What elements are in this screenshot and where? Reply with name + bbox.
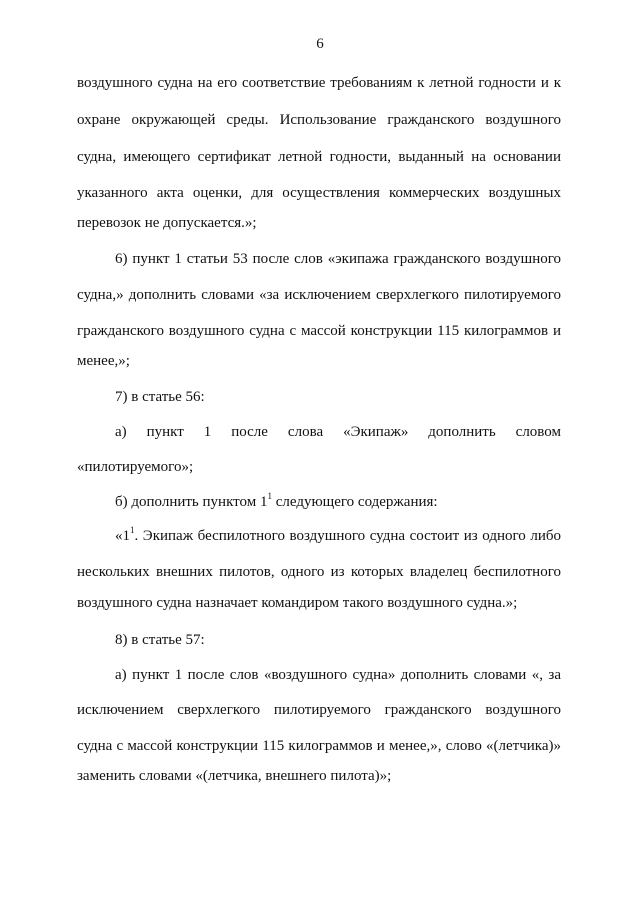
superscript: 1 xyxy=(267,491,272,501)
text-line: судна, имеющего сертификат летной годности, выданный на основании xyxy=(77,149,561,165)
text-line: перевозок не допускается.»; xyxy=(77,215,257,231)
text-line: указанного акта оценки, для осуществления коммерческих воздушных xyxy=(77,185,561,201)
text-line: воздушного судна назначает командиром такого воздушного судна.»; xyxy=(77,595,518,611)
text-line: 7) в статье 56: xyxy=(115,389,205,405)
text-line: менее,»; xyxy=(77,353,130,369)
text-line: а) пункт 1 после слов «воздушного судна» дополнить словами «, за xyxy=(115,667,561,683)
text-line: охране окружающей среды. Использование гражданского воздушного xyxy=(77,112,561,128)
text-line: 8) в статье 57: xyxy=(115,632,205,648)
page-number: 6 xyxy=(316,36,324,52)
text-line: судна с массой конструкции 115 килограммов и менее,», слово «(летчика)» xyxy=(77,738,561,754)
text-line: воздушного судна на его соответствие требованиям к летной годности и к xyxy=(77,75,561,91)
text-line: исключением сверхлегкого пилотируемого гражданского воздушного xyxy=(77,702,561,718)
text-line xyxy=(115,493,438,511)
text-line: а) пункт 1 после слова «Экипаж» дополнить словом xyxy=(115,424,561,440)
text-run: . Экипаж беспилотного воздушного судна состоит из одного либо xyxy=(134,528,561,544)
text-line: 6) пункт 1 статьи 53 после слов «экипажа гражданского воздушного xyxy=(115,251,561,267)
text-run: «1 xyxy=(115,528,130,544)
text-line xyxy=(115,527,561,545)
text-line: судна,» дополнить словами «за исключением сверхлегкого пилотируемого xyxy=(77,287,561,303)
text-line: заменить словами «(летчика, внешнего пилота)»; xyxy=(77,768,392,784)
text-line: «пилотируемого»; xyxy=(77,459,194,475)
text-line: гражданского воздушного судна с массой конструкции 115 килограммов и xyxy=(77,323,561,339)
superscript: 1 xyxy=(130,525,135,535)
text-run: следующего содержания: xyxy=(271,494,438,510)
text-line: нескольких внешних пилотов, одного из которых владелец беспилотного xyxy=(77,564,561,580)
text-run: б) дополнить пунктом 1 xyxy=(115,494,268,510)
